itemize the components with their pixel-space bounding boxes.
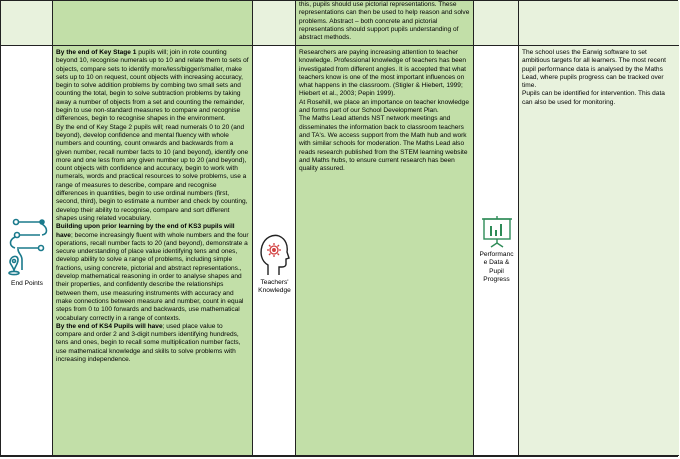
ks1-paragraph — [56, 49, 249, 124]
performance-label-cell — [474, 46, 519, 456]
performance-label-line1: Performanc — [479, 251, 514, 258]
roadmap-pins-icon — [6, 218, 48, 276]
tk-paragraph-1: Researchers are paying increasing attention to teacher knowledge. Professional knowledge of teachers has been investigated from different angles. It is accepted that what teachers know is one of the most important influences on what happens in the classroom. (Stigler & Hiebert, 1999; Hiebert et al., 2003; Pepin 1999). — [299, 49, 467, 98]
performance-label-line2: e Data & — [483, 259, 510, 267]
end-points-label: End Points — [11, 280, 43, 287]
continuation-text: this, pupils should use pictorial representations. These representations can then be used to help reason and solve problems. Abstract – both concrete and pictorial representations should support pupils understanding of abstract methods. — [299, 1, 470, 42]
ks3-paragraph — [56, 223, 249, 323]
performance-label — [474, 251, 519, 284]
top-content-cell-2 — [296, 1, 474, 46]
ks4-paragraph — [56, 323, 249, 364]
tk-paragraph-3: The Maths Lead attends NST network meetings and disseminates the information back to classroom teachers and TA's. We access support from the Math hub and work with similar schools for moderation. The Maths Lead also reads research published from the STEM learning website and Maths hubs, to ensure current research has been quality assured. — [299, 115, 468, 173]
ks3-lead: Building upon prior learning by the end of KS3 pupils will have — [56, 223, 235, 239]
top-content-cell-1 — [53, 1, 253, 46]
presentation-chart-icon — [482, 216, 512, 248]
end-points-content-cell — [53, 46, 253, 456]
ks2-paragraph — [56, 124, 249, 224]
ks1-lead: By the end of Key Stage 1 — [56, 49, 137, 56]
performance-label-line4: Progress — [483, 275, 510, 283]
brain-gear-icon — [258, 231, 290, 277]
teachers-knowledge-label-line1: Teachers' — [260, 279, 289, 286]
top-content-cell-3 — [519, 1, 679, 46]
teachers-knowledge-label-cell — [253, 46, 296, 456]
tk-paragraph-2: At Rosehill, we place an importance on teacher knowledge and forms part of our School Development Plan. — [299, 98, 469, 115]
performance-content-cell — [519, 46, 679, 456]
top-label-cell-2 — [253, 1, 296, 46]
top-label-cell-1 — [1, 1, 53, 46]
performance-label-line3: Pupil — [489, 267, 504, 275]
ks2-body: By the end of Key Stage 2 pupils will; read numerals 0 to 20 (and beyond), develop confidence and mental fluency with whole numbers and counting, count onwards and backwards from a given number, recall number facts to 10 (and beyond), identify one more and one less from any given number up to 20 (and beyond), count objects with confidence and accuracy, begin to work with numerals, words and practical resources to solve problems, use a range of measures to describe, compare and recognise differences in quantities, begin to use ordinal numbers (first, second, third), begin to estimate a number and check by counting, develop their ability to recognise, compare and sort different shapes using related vocabulary. — [56, 123, 249, 222]
teachers-knowledge-label — [253, 279, 296, 296]
teachers-knowledge-content-cell — [296, 46, 474, 456]
performance-paragraph-1: The school uses the Earwig software to set ambitious targets for all learners. The most recent pupil performance data is analysed by the Maths Lead, where pupils progress can be tracked over time. — [522, 49, 666, 90]
top-label-cell-3 — [474, 1, 519, 46]
performance-paragraph-2: Pupils can be identified for intervention. This data can also be used for monitoring. — [522, 90, 665, 106]
ks3-body: ; become increasingly fluent with whole numbers and the four operations, recall number facts to 20 (and beyond), demonstrate a secure understanding of place value identifying tens and ones, develop ability to solve a range of problems, including simple fractions, using concrete, pictorial and abstract representations., develop mathematical reasoning in order to analyse shapes and their properties, and confidently describe the relationships between them, use measuring instruments with accuracy and make connections between measure and number, count in equal steps from 0 to 100 forwards and backwards, use mathematical vocabulary correctly in a range of contexts. — [56, 231, 249, 322]
teachers-knowledge-label-line2: Knowledge — [258, 287, 291, 295]
ks1-body: pupils will; join in rote counting beyond 10, recognise numerals up to 10 and relate them to sets of objects, compare sets to identify more/less/bigger/smaller, make sets up to 10 on request, count objects with increasing accuracy, begin to solve addition problems by combing two small sets and counting the total, begin to solve subtraction problems by taking away a number of objects from a set and counting the remainder, begin to use non-standard measures to compare and recognise differences, begin to recognise shapes in the environment. — [56, 49, 249, 123]
ks4-body: ; used place value to compare and order 2 and 3-digit numbers identifying hundreds, tens and ones, begin to recall some multiplication number facts, use mathematical knowledge and skills to solve problems with increasing independence. — [56, 322, 241, 363]
ks4-lead: By the end of KS4 Pupils will have — [56, 322, 163, 330]
end-points-label-cell — [1, 46, 53, 456]
